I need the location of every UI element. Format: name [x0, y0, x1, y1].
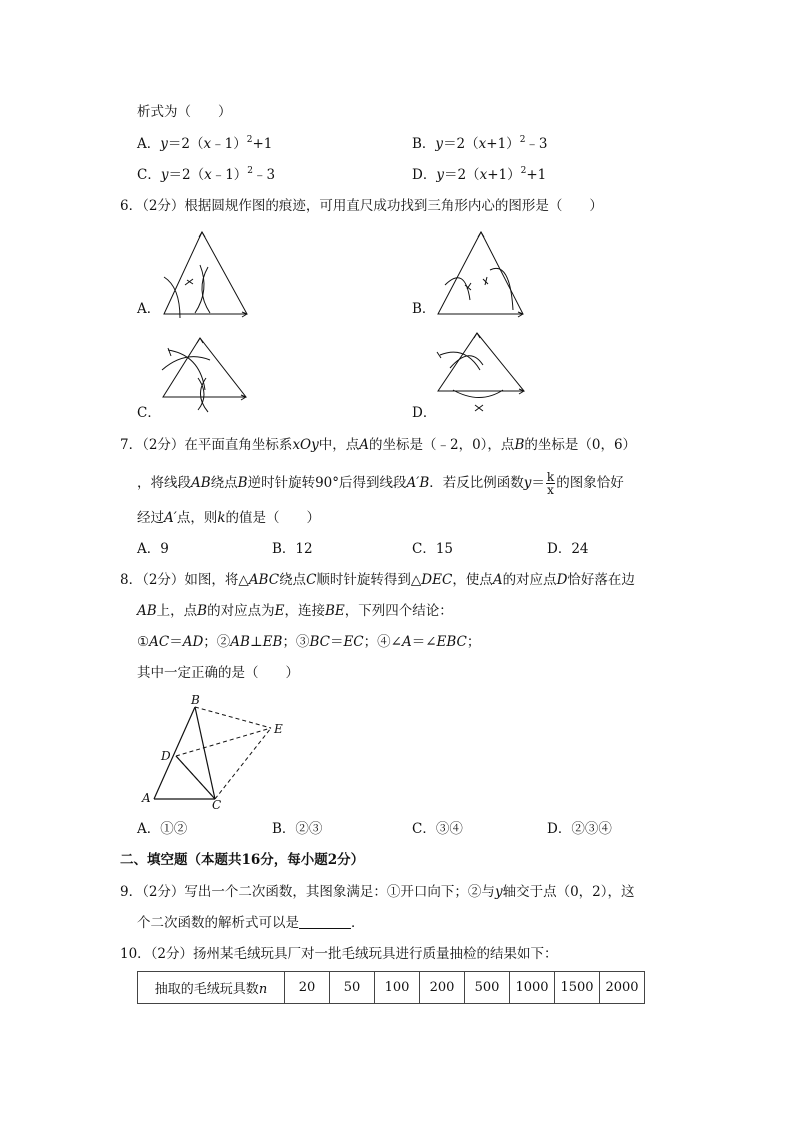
q6-label-d: D．	[412, 405, 437, 421]
q7-option-b: B．12	[272, 541, 313, 557]
q5-option-d: D．$y=2(x+1)^2+1$	[412, 166, 547, 183]
q8-point-e: E	[274, 722, 283, 736]
q7-fraction: $\frac{k}{x}$	[546, 470, 555, 497]
q8-point-d: D	[161, 749, 171, 763]
q6-label-a: A．	[137, 301, 161, 317]
q7-line-2: ，将线段AB绕点B逆时针旋转90°后得到线段A′B．若反比例函数y＝ $\frac{k}{x}$ 的图象恰好	[137, 470, 624, 497]
q5-stem-tail: 析式为（ ）	[137, 104, 232, 120]
table-cell: 200	[420, 972, 465, 1004]
table-cell: 500	[465, 972, 510, 1004]
q7-line-3: 经过A′点，则k的值是（ ）	[137, 510, 321, 526]
q8-option-b: B．②③	[272, 821, 323, 837]
q8-line-3: ①AC＝AD；②AB⊥EB；③BC＝EC；④∠A＝∠EBC；	[137, 634, 481, 650]
q8-point-b: B	[191, 693, 200, 707]
q7-line-1: 7．（2分）在平面直角坐标系xOy中，点A的坐标是（﹣2，0），点B的坐标是（0，6）	[120, 437, 637, 453]
q6-label-b: B．	[412, 301, 436, 317]
q7-option-d: D．24	[547, 541, 589, 557]
section-title-fill-in: 二、填空题（本题共16分，每小题2分）	[120, 852, 365, 868]
q6-figure-c	[150, 330, 260, 425]
q8-point-c: C	[212, 798, 222, 810]
q9-line-1: 9．（2分）写出一个二次函数，其图象满足：①开口向下；②与y轴交于点（0，2），这	[120, 884, 635, 900]
q6-stem: 6．（2分）根据圆规作图的痕迹，可用直尺成功找到三角形内心的图形是（ ）	[120, 198, 603, 214]
q6-figure-b	[425, 225, 535, 320]
q7-option-a: A．9	[137, 541, 169, 557]
q8-option-a: A．①②	[137, 821, 188, 837]
q9-answer-blank[interactable]	[299, 916, 351, 929]
table-row	[138, 972, 645, 1004]
q6-figure-d	[425, 330, 535, 425]
q10-table	[137, 971, 645, 1004]
table-cell: 20	[285, 972, 330, 1004]
q8-option-d: D．②③④	[547, 821, 612, 837]
q5-option-b: B．$y=2(x+1)^2﹣3$	[412, 135, 548, 152]
q7-option-c: C．15	[412, 541, 454, 557]
table-cell: 50	[330, 972, 375, 1004]
q8-point-a: A	[142, 791, 151, 805]
q9-line-2: 个二次函数的解析式可以是 ．	[137, 915, 365, 931]
table-cell: 2000	[600, 972, 645, 1004]
q8-line-2: AB上，点B的对应点为E，连接BE，下列四个结论：	[137, 603, 453, 619]
q8-option-c: C．③④	[412, 821, 463, 837]
q8-line-4: 其中一定正确的是（ ）	[137, 665, 299, 681]
q6-label-c: C．	[137, 405, 161, 421]
q10-stem: 10．（2分）扬州某毛绒玩具厂对一批毛绒玩具进行质量抽检的结果如下：	[120, 946, 558, 962]
q6-figure-a	[150, 225, 260, 320]
q5-option-c: C．y＝2（x﹣1）$^2$﹣3	[137, 166, 276, 183]
q8-line-1: 8．（2分）如图，将△ABC绕点C顺时针旋转得到△DEC，使点A的对应点D恰好落在边	[120, 572, 635, 588]
table-cell: 1500	[555, 972, 600, 1004]
q5-option-a: A．y＝2（x﹣1）$^2$+1	[137, 135, 273, 152]
q8-figure	[138, 690, 298, 810]
table-cell: 1000	[510, 972, 555, 1004]
table-header-cell: 抽取的毛绒玩具数n	[138, 972, 285, 1004]
table-cell: 100	[375, 972, 420, 1004]
